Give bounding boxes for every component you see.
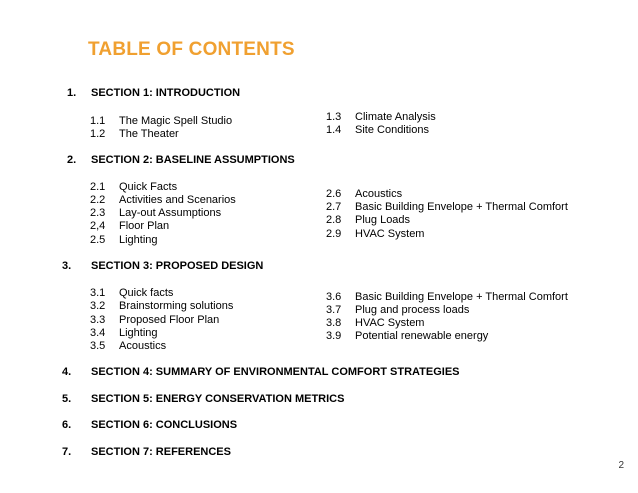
item-label: Plug Loads — [355, 214, 411, 226]
item-label: Proposed Floor Plan — [119, 314, 220, 326]
item-number: 1.3 — [326, 111, 342, 123]
section-label: SECTION 2: BASELINE ASSUMPTIONS — [91, 154, 295, 166]
section-number: 4. — [62, 366, 72, 378]
section-label: SECTION 7: REFERENCES — [91, 446, 231, 458]
section-number: 6. — [62, 419, 72, 431]
item-number: 1.4 — [326, 124, 342, 136]
item-number: 3.1 — [90, 287, 106, 299]
item-label: Lighting — [119, 327, 158, 339]
item-label: Acoustics — [355, 188, 403, 200]
item-number: 2.6 — [326, 188, 342, 200]
item-number: 3.2 — [90, 300, 106, 312]
item-number: 2.7 — [326, 201, 342, 213]
section-number: 7. — [62, 446, 72, 458]
item-number: 2.1 — [90, 181, 106, 193]
item-label: HVAC System — [355, 228, 425, 240]
item-label: Acoustics — [119, 340, 167, 352]
item-number: 2.3 — [90, 207, 106, 219]
item-label: Brainstorming solutions — [119, 300, 234, 312]
section-label: SECTION 3: PROPOSED DESIGN — [91, 260, 264, 272]
item-number: 1.1 — [90, 115, 106, 127]
item-number: 3.8 — [326, 317, 342, 329]
item-number: 3.7 — [326, 304, 342, 316]
item-label: Lighting — [119, 234, 158, 246]
item-label: Quick Facts — [119, 181, 178, 193]
item-label: Potential renewable energy — [355, 330, 489, 342]
section-number: 1. — [67, 87, 77, 99]
item-number: 3.6 — [326, 291, 342, 303]
item-label: Basic Building Envelope + Thermal Comfort — [355, 291, 568, 303]
item-label: The Magic Spell Studio — [119, 115, 233, 127]
item-number: 2.5 — [90, 234, 106, 246]
item-label: The Theater — [119, 128, 179, 140]
item-label: Climate Analysis — [355, 111, 436, 123]
item-number: 2.9 — [326, 228, 342, 240]
item-number: 2.8 — [326, 214, 342, 226]
section-number: 3. — [62, 260, 72, 272]
page-title: TABLE OF CONTENTS — [88, 39, 295, 60]
section-label: SECTION 4: SUMMARY OF ENVIRONMENTAL COMFORT STRATEGIES — [91, 366, 460, 378]
item-label: Site Conditions — [355, 124, 429, 136]
section-number: 2. — [67, 154, 77, 166]
item-label: HVAC System — [355, 317, 425, 329]
item-label: Floor Plan — [119, 220, 170, 232]
item-label: Activities and Scenarios — [119, 194, 236, 206]
section-label: SECTION 6: CONCLUSIONS — [91, 419, 238, 431]
item-number: 3.5 — [90, 340, 106, 352]
item-label: Lay-out Assumptions — [119, 207, 222, 219]
item-label: Quick facts — [119, 287, 174, 299]
item-number: 3.4 — [90, 327, 106, 339]
item-number: 2.2 — [90, 194, 106, 206]
section-label: SECTION 5: ENERGY CONSERVATION METRICS — [91, 393, 345, 405]
item-number: 3.9 — [326, 330, 342, 342]
item-number: 3.3 — [90, 314, 106, 326]
item-label: Basic Building Envelope + Thermal Comfort — [355, 201, 568, 213]
item-label: Plug and process loads — [355, 304, 470, 316]
section-number: 5. — [62, 393, 72, 405]
item-number: 2,4 — [90, 220, 106, 232]
item-number: 1.2 — [90, 128, 106, 140]
section-label: SECTION 1: INTRODUCTION — [91, 87, 241, 99]
page-number: 2 — [618, 460, 624, 471]
